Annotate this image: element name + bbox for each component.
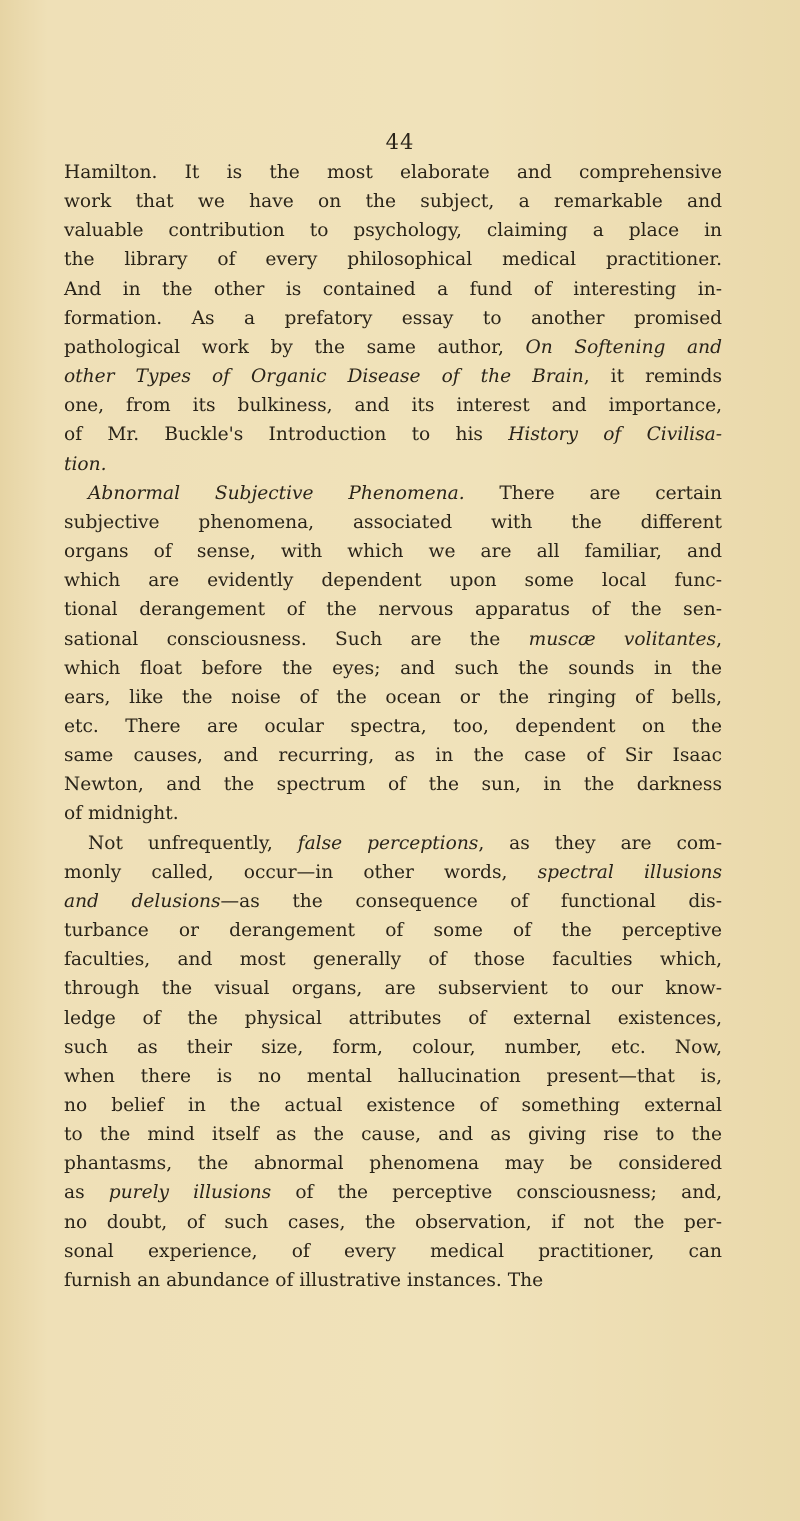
text-line	[64, 741, 722, 770]
text-run: same causes, and recurring, as in the case of Sir Isaac	[64, 745, 722, 767]
text-run: turbance or derangement of some of the perceptive	[64, 920, 722, 942]
paragraph-2	[64, 479, 722, 829]
text-run: of Mr. Buckle's Introduction to his	[64, 424, 509, 446]
body-text	[64, 158, 722, 1295]
italic-text: tion.	[64, 453, 107, 475]
text-line	[64, 1178, 722, 1207]
italic-text: purely illusions	[108, 1182, 272, 1204]
text-line	[64, 770, 722, 799]
text-run: furnish an abundance of illustrative instances. The	[64, 1269, 544, 1291]
page-number: 44	[385, 130, 415, 154]
text-run: through the visual organs, are subservient to our know-	[64, 978, 722, 1000]
text-run: Hamilton. It is the most elaborate and comprehensive	[64, 162, 722, 183]
text-line	[64, 187, 722, 216]
text-line	[64, 420, 722, 449]
italic-text: false perceptions	[297, 832, 479, 854]
text-run: ledge of the physical attributes of external existences,	[64, 1007, 722, 1029]
text-run: tional derangement of the nervous apparatus of the sen-	[64, 599, 722, 621]
text-line	[64, 1033, 722, 1062]
text-run: such as their size, form, colour, number, etc. Now,	[64, 1036, 722, 1058]
text-line	[64, 974, 722, 1003]
text-run: formation. As a prefatory essay to another promised	[64, 307, 722, 329]
text-run: when there is no mental hallucination present—that is,	[64, 1065, 722, 1087]
text-line	[64, 362, 722, 391]
text-line	[64, 245, 722, 274]
text-run: Newton, and the spectrum of the sun, in the darkness	[64, 774, 722, 796]
text-run: which are evidently dependent upon some local func-	[64, 570, 722, 592]
text-line	[64, 391, 722, 420]
italic-text: and delusions	[64, 890, 221, 912]
text-run: There are certain	[464, 482, 722, 504]
text-line	[64, 537, 722, 566]
italic-text: muscæ volitantes	[528, 628, 717, 650]
text-line	[64, 1091, 722, 1120]
text-line	[64, 595, 722, 624]
text-run: subjective phenomena, associated with the different	[64, 511, 722, 533]
text-run: one, from its bulkiness, and its interest and importance,	[64, 395, 722, 417]
text-run: to the mind itself as the cause, and as giving rise to the	[64, 1124, 722, 1146]
text-run: of midnight.	[64, 803, 179, 825]
text-run: pathological work by the same author,	[64, 336, 526, 358]
text-run: ,	[716, 628, 722, 650]
text-run: as	[64, 1182, 109, 1204]
text-line	[64, 275, 722, 304]
paragraph-3	[64, 829, 722, 1296]
text-run: which float before the eyes; and such the sounds in the	[64, 657, 722, 679]
text-run: no belief in the actual existence of something external	[64, 1095, 722, 1116]
text-line	[64, 799, 722, 828]
text-line	[64, 683, 722, 712]
italic-text: History of Civilisa-	[508, 424, 722, 446]
text-run: faculties, and most generally of those faculties which,	[64, 949, 722, 971]
text-run: etc. There are ocular spectra, too, dependent on the	[64, 715, 722, 737]
text-line	[64, 1004, 722, 1033]
text-run: Not unfrequently,	[88, 832, 298, 854]
text-run: , it reminds	[583, 366, 722, 388]
italic-text: Abnormal Subjective Phenomena.	[88, 482, 465, 504]
text-line	[64, 625, 722, 654]
text-run: sonal experience, of every medical practitioner, can	[64, 1240, 722, 1262]
text-line	[64, 916, 722, 945]
text-line	[64, 566, 722, 595]
text-line	[64, 945, 722, 974]
text-line	[64, 858, 722, 887]
text-line	[64, 1062, 722, 1091]
text-line	[64, 508, 722, 537]
text-run: ears, like the noise of the ocean or the ringing of bells,	[64, 686, 722, 708]
text-run: organs of sense, with which we are all familiar, and	[64, 541, 722, 563]
text-line	[64, 712, 722, 741]
text-line	[64, 1237, 722, 1266]
text-run: monly called, occur—in other words,	[64, 861, 538, 883]
text-run: no doubt, of such cases, the observation, if not the per-	[64, 1211, 722, 1233]
italic-text: On Softening and	[525, 336, 723, 358]
italic-text: spectral illusions	[537, 861, 722, 883]
text-line	[64, 450, 722, 479]
text-line	[64, 654, 722, 683]
text-line	[64, 216, 722, 245]
text-line	[64, 829, 722, 858]
text-line	[64, 333, 722, 362]
text-run: work that we have on the subject, a remarkable and	[64, 191, 722, 213]
text-run: the library of every philosophical medical practitioner.	[64, 249, 722, 271]
text-line	[64, 1120, 722, 1149]
text-run: And in the other is contained a fund of interesting in-	[64, 278, 722, 300]
text-run: —as the consequence of functional dis-	[220, 890, 722, 912]
text-line	[64, 1208, 722, 1237]
text-line	[64, 158, 722, 187]
text-run: phantasms, the abnormal phenomena may be considered	[64, 1153, 722, 1175]
text-line	[64, 1266, 722, 1295]
text-run: valuable contribution to psychology, claiming a place in	[64, 220, 722, 242]
paragraph-1	[64, 158, 722, 479]
text-run: , as they are com-	[478, 832, 722, 854]
text-line	[64, 1149, 722, 1178]
text-run: sational consciousness. Such are the	[64, 628, 529, 650]
italic-text: other Types of Organic Disease of the Brain	[64, 366, 584, 388]
text-line	[64, 479, 722, 508]
text-run: of the perceptive consciousness; and,	[271, 1182, 722, 1204]
text-line	[64, 887, 722, 916]
text-line	[64, 304, 722, 333]
